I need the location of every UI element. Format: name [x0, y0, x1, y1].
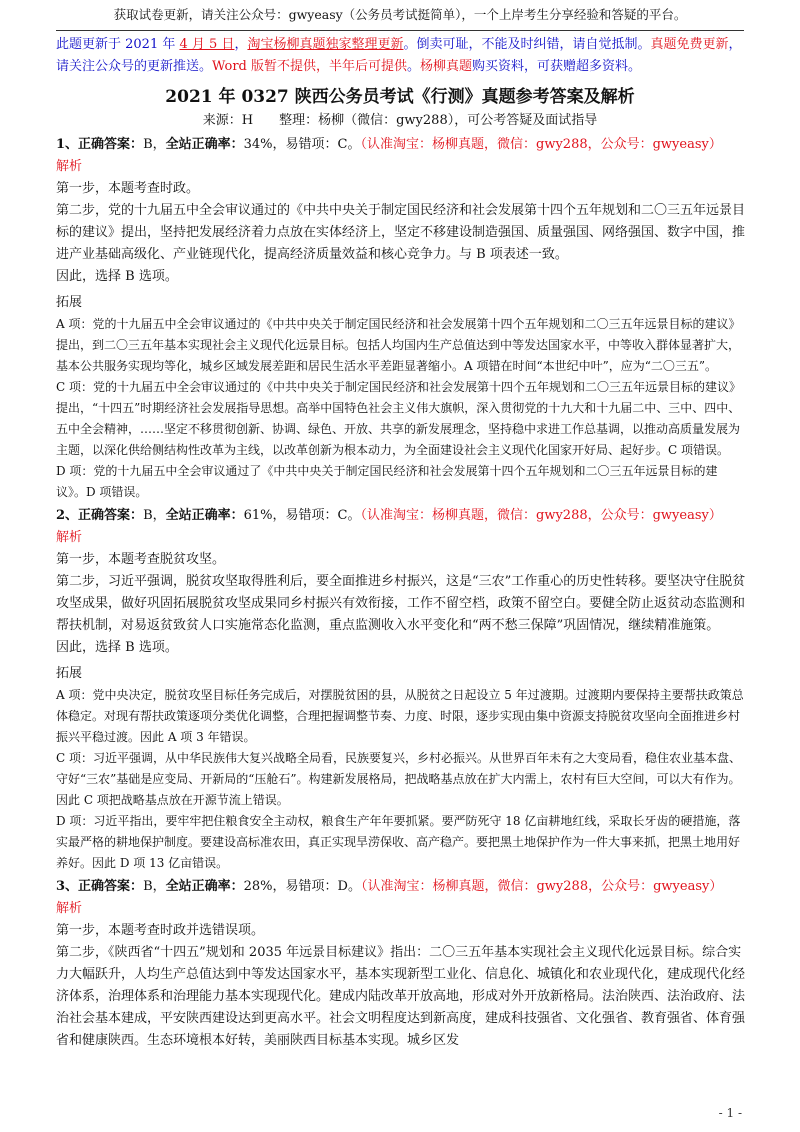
document-title: 2021 年 0327 陕西公务员考试《行测》真题参考答案及解析: [165, 87, 635, 107]
question-2-header: [56, 505, 746, 527]
question-1-header: [56, 134, 746, 156]
rate-value: 28%，: [243, 879, 286, 894]
analysis-paragraph: 第一步，本题考查脱贫攻坚。: [56, 552, 226, 567]
rate-label: 全站正确率：: [165, 137, 244, 152]
extension-paragraph: C 项：党的十九届五中全会审议通过的《中共中央关于制定国民经济和社会发展第十四个五年规划和二〇三五年远景目标的建议》提出，“十四五”时期经济社会发展指导思想。高举中国特色社会主义伟大旗帜，深入贯彻党的十九大和十九届二中、三中、四中、五中全会精神，……坚定不移贯彻创新、协调、绿色、开放、共享的新发展理念，坚持稳中求进工作总基调，以推动高质量发展为主题，以深化供给侧结构性改革为主线，以改革创新为根本动力，为全面建设社会主义现代化国家开好局、起好步。C 项错误。: [56, 380, 742, 457]
source-note: （认准淘宝：杨柳真题，微信：gwy288，公众号：gwyeasy）: [360, 879, 723, 894]
extension-paragraph: A 项：党中央决定，脱贫攻坚目标任务完成后，对摆脱贫困的县，从脱贫之日起设立 5 年过渡期。过渡期内要保持主要帮扶政策总体稳定。对现有帮扶政策逐项分类优化调整，合理把握调整节奏、力度、时限，逐步实现由集中资源支持脱贫攻坚向全面推进乡村振兴平稳过渡。因此 A 项 3 年错误。: [56, 688, 744, 744]
extension-paragraph: D 项：党的十九届五中全会审议通过了《中共中央关于制定国民经济和社会发展第十四个五年规划和二〇三五年远景目标的建议》。D 项错误。: [56, 464, 718, 499]
document-byline: 来源：H 整理：杨柳（微信：gwy288），可公考答疑及面试指导: [202, 113, 598, 128]
notice-text: 。倒卖可耻，不能及时纠错，请自觉抵制。: [403, 37, 651, 52]
answer-value: B，: [143, 137, 166, 152]
extension-heading: 拓展: [56, 295, 83, 310]
answer-label: 正确答案：: [78, 879, 144, 894]
answer-label: 正确答案：: [78, 137, 144, 152]
notice-free-update: 真题免费更新: [650, 37, 729, 52]
wrong-option: 易错项：C。: [285, 508, 361, 523]
analysis-paragraph: 第二步，习近平强调，脱贫攻坚取得胜利后，要全面推进乡村振兴，这是“三农”工作重心的历史性转移。要坚决守住脱贫攻坚成果，做好巩固拓展脱贫攻坚成果同乡村振兴有效衔接，工作不留空档，政策不留空白。要健全防止返贫动态监测和帮扶机制，对易返贫致贫人口实施常态化监测，重点监测收入水平变化和“两不愁三保障”巩固情况，继续精准施策。: [56, 574, 746, 633]
page-number: - 1 -: [718, 1106, 742, 1120]
rate-label: 全站正确率：: [165, 508, 244, 523]
question-3-header: [56, 876, 746, 898]
notice-text: 。: [407, 59, 421, 74]
header-rule: [56, 30, 744, 31]
page-header: 获取试卷更新，请关注公众号：gwyeasy（公务员考试挺简单），一个上岸考生分享经验和答疑的平台。: [113, 7, 687, 22]
question-number: 1、: [56, 137, 79, 152]
answer-value: B，: [143, 879, 166, 894]
question-number: 2、: [56, 508, 79, 523]
answer-value: B，: [143, 508, 166, 523]
extension-paragraph: C 项：习近平强调，从中华民族伟大复兴战略全局看，民族要复兴，乡村必振兴。从世界百年未有之大变局看，稳住农业基本盘、守好“三农”基础是应变局、开新局的“压舱石”。构建新发展格局，把战略基点放在扩大内需上，农村有巨大空间，可以大有作为。因此 C 项把战略基点放在开源节流上错误。: [56, 751, 742, 807]
extension-heading: 拓展: [56, 666, 83, 681]
extension-paragraph: D 项：习近平指出，要牢牢把住粮食安全主动权，粮食生产年年要抓紧。要严防死守 18 亿亩耕地红线，采取长牙齿的硬措施，落实最严格的耕地保护制度。要建设高标准农田，真正实现旱涝保收、高产稳产。要把黑土地保护作为一件大事来抓，把黑土地用好养好。因此 D 项 13 亿亩错误。: [56, 814, 741, 870]
analysis-heading: 解析: [56, 901, 83, 916]
analysis-heading: 解析: [56, 530, 83, 545]
analysis-paragraph: 第一步，本题考查时政。: [56, 181, 200, 196]
source-note: （认准淘宝：杨柳真题，微信：gwy288，公众号：gwyeasy）: [360, 508, 722, 523]
answer-label: 正确答案：: [78, 508, 144, 523]
notice-shop-link[interactable]: 淘宝杨柳真题独家整理更新: [247, 37, 404, 52]
notice-shop-name: 杨柳真题: [420, 59, 473, 74]
update-notice: [56, 34, 746, 78]
rate-label: 全站正确率：: [165, 879, 244, 894]
notice-text: 此题更新于 2021 年: [56, 37, 180, 52]
analysis-paragraph: 第二步，党的十九届五中全会审议通过的《中共中央关于制定国民经济和社会发展第十四个五年规划和二〇三五年远景目标的建议》提出，坚持把发展经济着力点放在实体经济上，坚定不移建设制造强国、质量强国、网络强国、数字中国，推进产业基础高级化、产业链现代化，提高经济质量效益和核心竞争力。与 B 项表述一致。: [56, 203, 746, 262]
analysis-paragraph: 第一步，本题考查时政并选错误项。: [56, 923, 265, 938]
source-note: （认准淘宝：杨柳真题，微信：gwy288，公众号：gwyeasy）: [360, 137, 722, 152]
analysis-paragraph: 因此，选择 B 选项。: [56, 640, 178, 655]
analysis-heading: 解析: [56, 159, 83, 174]
wrong-option: 易错项：C。: [285, 137, 361, 152]
notice-word-note: Word 版暂不提供，半年后可提供: [212, 59, 407, 74]
notice-date: 4 月 5 日: [179, 37, 235, 52]
extension-paragraph: A 项：党的十九届五中全会审议通过的《中共中央关于制定国民经济和社会发展第十四个五年规划和二〇三五年远景目标的建议》提出，到二〇三五年基本实现社会主义现代化远景目标。包括人均国内生产总值达到中等发达国家水平，中等收入群体显著扩大，基本公共服务实现均等化，城乡区域发展差距和居民生活水平差距显著缩小。A 项错在时间“本世纪中叶”，应为“二〇三五”。: [56, 317, 741, 373]
rate-value: 61%，: [243, 508, 286, 523]
analysis-paragraph: 因此，选择 B 选项。: [56, 269, 178, 284]
document-body: [56, 134, 746, 1052]
question-number: 3、: [56, 879, 79, 894]
notice-text: ，请关注公众号的更新推送。: [56, 37, 742, 74]
analysis-paragraph: 第二步，《陕西省“十四五”规划和 2035 年远景目标建议》指出：二〇三五年基本实现社会主义现代化远景目标。综合实力大幅跃升，人均生产总值达到中等发达国家水平，基本实现新型工业化、信息化、城镇化和农业现代化，建成现代化经济体系，治理体系和治理能力基本实现现代化。建成内陆改革开放高地，形成对外开放新格局。法治陕西、法治政府、法治社会基本建成，平安陕西建设达到更高水平。社会文明程度达到新高度，建成科技强省、文化强省、教育强省、体育强省和健康陕西。生态环境根本好转，美丽陕西目标基本实现。城乡区发: [56, 945, 746, 1048]
rate-value: 34%，: [243, 137, 286, 152]
wrong-option: 易错项：D。: [285, 879, 361, 894]
notice-text: 购买资料，可获赠超多资料。: [472, 59, 642, 74]
notice-text: ，: [234, 37, 248, 52]
